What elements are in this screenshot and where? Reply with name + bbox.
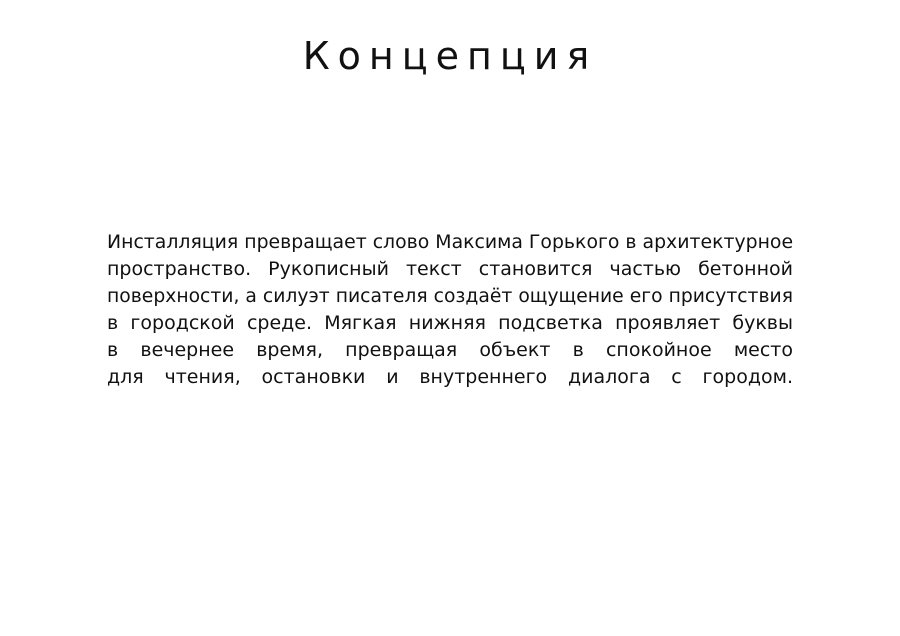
page-title: Концепция [302,34,598,78]
paragraph-line: в вечернее время, превращая объект в спокойное место [107,339,793,361]
paragraph-line: в городской среде. Мягкая нижняя подсветка проявляет буквы [107,312,793,334]
paragraph-line: для чтения, остановки и внутреннего диалога с городом. [107,366,793,388]
paragraph-line: Инсталляция превращает слово Максима Горького в архитектурное [107,231,794,253]
paragraph-line: поверхности, а силуэт писателя создаёт ощущение его присутствия [107,286,793,307]
concept-paragraph [107,229,793,391]
paragraph-line: пространство. Рукописный текст становится частью бетонной [107,258,793,280]
